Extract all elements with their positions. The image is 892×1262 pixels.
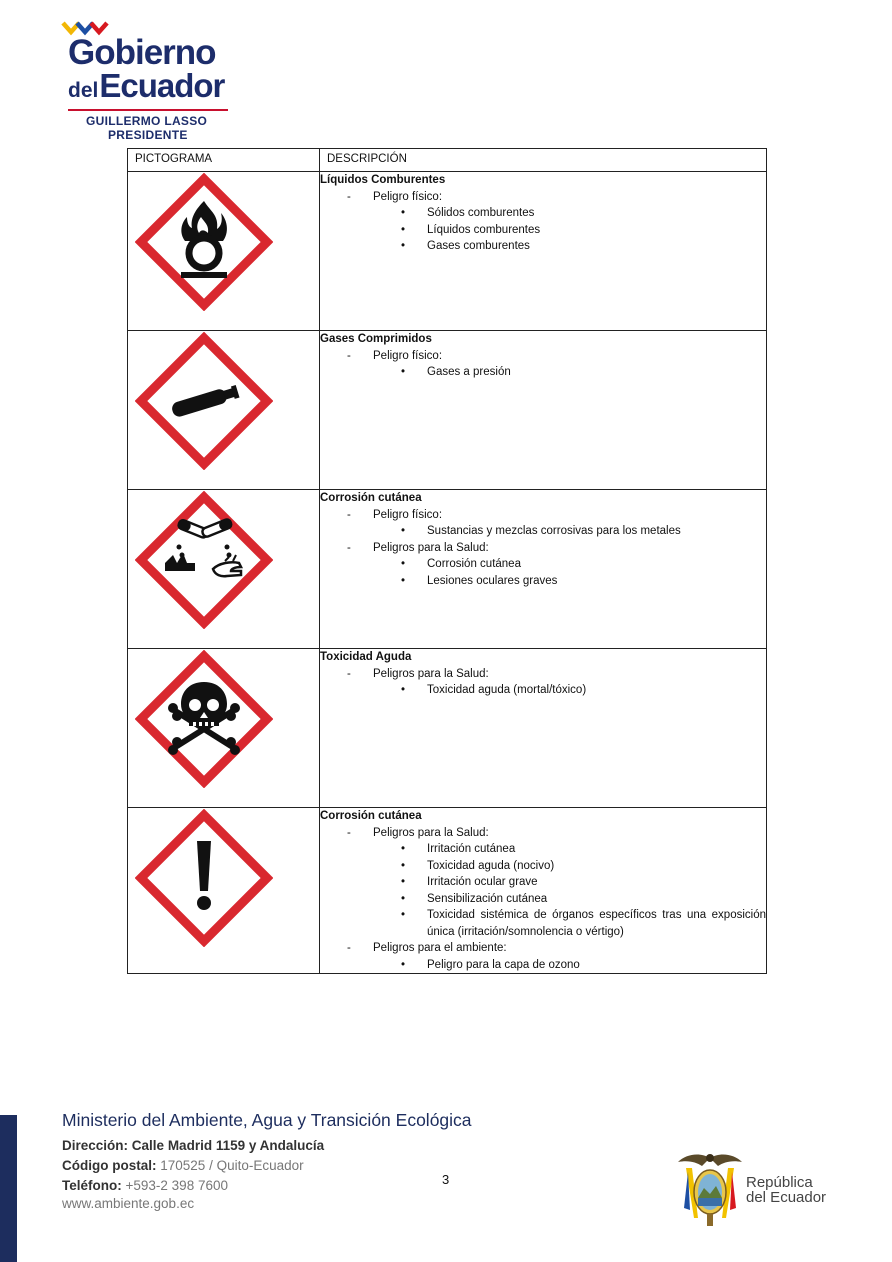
address-label: Dirección: [62, 1138, 129, 1153]
hazard-table [127, 148, 767, 974]
hazard-items [373, 523, 766, 540]
hazard-items [373, 205, 766, 255]
coat-of-arms-icon [676, 1148, 744, 1228]
hazard-group [320, 666, 766, 699]
logo-president-name: GUILLERMO LASSO [86, 114, 208, 128]
hazard-title: Toxicidad Aguda [320, 651, 412, 663]
corrosion-icon [135, 491, 273, 629]
table-row [128, 490, 767, 649]
exclamation-mark-icon [135, 809, 273, 947]
hazard-title: Corrosión cutánea [320, 492, 422, 504]
hazard-group-label: Peligros para la Salud: [373, 826, 489, 839]
page-number: 3 [442, 1172, 450, 1187]
address-line [62, 1137, 472, 1155]
republica-line2: del Ecuador [746, 1189, 827, 1206]
postal-value: 170525 / Quito-Ecuador [160, 1158, 304, 1173]
logo-ecuador-word: Ecuador [99, 67, 225, 104]
republica-line1: República [746, 1174, 813, 1191]
logo-divider [68, 109, 228, 111]
table-row [128, 172, 767, 331]
flame-over-circle-icon [135, 173, 273, 311]
hazard-group-label: Peligro físico: [373, 508, 443, 521]
logo-ecuador-text [68, 68, 224, 109]
hazard-items [373, 957, 766, 974]
pictogram-cell [128, 331, 320, 490]
logo-del-text: del [68, 79, 99, 102]
hazard-item: • Lesiones oculares graves [427, 573, 766, 590]
hazard-item: • Toxicidad sistémica de órganos específicos tras una exposición única (irritación/somnolencia o vértigo) [427, 907, 766, 940]
table-header-row [128, 149, 767, 172]
hazard-groups [320, 189, 766, 255]
hazard-groups [320, 348, 766, 381]
description-cell [320, 649, 767, 808]
pictogram-cell [128, 172, 320, 331]
table-row [128, 649, 767, 808]
description-cell [320, 331, 767, 490]
hazard-items [373, 556, 766, 589]
ministry-name: Ministerio del Ambiente, Agua y Transición Ecológica [62, 1110, 472, 1130]
gas-cylinder-icon [135, 332, 273, 470]
hazard-group-label: Peligros para la Salud: [373, 667, 489, 680]
logo-president-title: PRESIDENTE [108, 128, 188, 142]
hazard-group [320, 825, 766, 941]
hazard-items [373, 841, 766, 940]
hazard-title: Líquidos Comburentes [320, 174, 446, 186]
hazard-item: • Peligro para la capa de ozono [427, 957, 766, 974]
pictogram-cell [128, 490, 320, 649]
address-value: Calle Madrid 1159 y Andalucía [131, 1138, 325, 1153]
description-cell [320, 490, 767, 649]
gobierno-logo [58, 18, 238, 142]
hazard-item: • Corrosión cutánea [427, 556, 766, 573]
website-link[interactable]: www.ambiente.gob.ec [62, 1196, 195, 1211]
postal-line [62, 1157, 472, 1175]
hazard-group-label: Peligros para el ambiente: [373, 942, 507, 954]
hazard-group [320, 189, 766, 255]
table-row [128, 808, 767, 974]
hazard-items [373, 364, 766, 381]
hazard-title: Gases Comprimidos [320, 333, 432, 345]
hazard-groups [320, 825, 766, 974]
phone-line [62, 1177, 472, 1195]
hazard-items [373, 682, 766, 699]
pictogram-cell [128, 649, 320, 808]
footer-sidebar-bar [0, 1115, 17, 1262]
hazard-group [320, 940, 766, 973]
hazard-item: • Toxicidad aguda (nocivo) [427, 858, 766, 875]
hazard-group [320, 540, 766, 590]
hazard-item: • Líquidos comburentes [427, 222, 766, 239]
footer-contact [62, 1110, 472, 1211]
hazard-group [320, 348, 766, 381]
hazard-item: • Irritación cutánea [427, 841, 766, 858]
hazard-item: • Gases a presión [427, 364, 766, 381]
logo-gobierno-text: Gobierno [68, 33, 216, 72]
phone-label: Teléfono: [62, 1178, 122, 1193]
hazard-title: Corrosión cutánea [320, 810, 422, 822]
hazard-group-label: Peligros para la Salud: [373, 541, 489, 554]
hazard-item: • Toxicidad aguda (mortal/tóxico) [427, 682, 766, 699]
hazard-item: • Sólidos comburentes [427, 205, 766, 222]
hazard-item: • Irritación ocular grave [427, 874, 766, 891]
col-header-pictograma: PICTOGRAMA [128, 149, 320, 172]
table-row [128, 331, 767, 490]
hazard-group-label: Peligro físico: [373, 190, 443, 203]
phone-value: +593-2 398 7600 [125, 1178, 228, 1193]
republica-logo-text [746, 1175, 826, 1205]
hazard-groups [320, 666, 766, 699]
col-header-descripcion: DESCRIPCIÓN [320, 149, 767, 172]
description-cell [320, 808, 767, 974]
postal-label: Código postal: [62, 1158, 157, 1173]
skull-crossbones-icon [135, 650, 273, 788]
hazard-group [320, 507, 766, 540]
hazard-groups [320, 507, 766, 590]
description-cell [320, 172, 767, 331]
hazard-item: • Gases comburentes [427, 238, 766, 255]
hazard-item: • Sensibilización cutánea [427, 891, 766, 908]
pictogram-cell [128, 808, 320, 974]
hazard-item: • Sustancias y mezclas corrosivas para los metales [427, 523, 766, 540]
hazard-group-label: Peligro físico: [373, 349, 443, 362]
